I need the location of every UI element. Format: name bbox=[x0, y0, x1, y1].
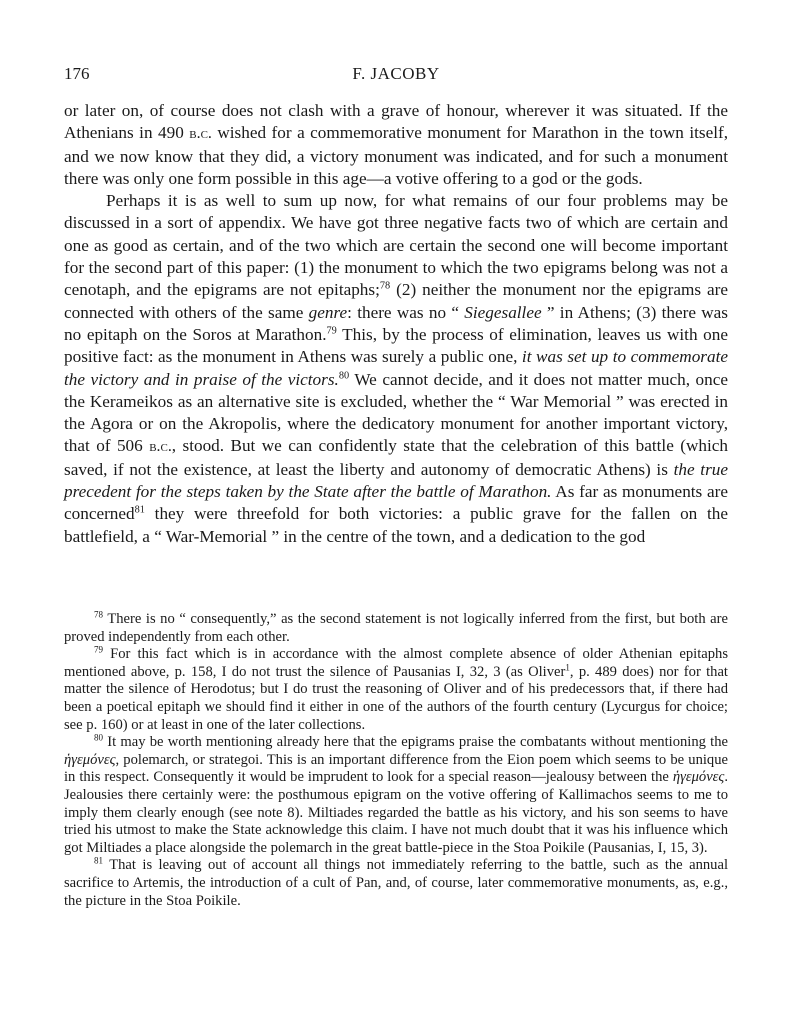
footnote-81: $^{81}$ That is leaving out of account all things not immediately referring to the battle, such as the annual sacrifice to Artemis, the introduction of a cult of Pan, and, of course, later commemorative monuments, as, e.g., the picture in the Stoa Poikile. bbox=[64, 855, 728, 909]
footnote-ref-79[interactable]: 79 bbox=[326, 325, 337, 337]
footnote-ref-81[interactable]: 81 bbox=[134, 504, 145, 516]
paragraph-continued: or later on, of course does not clash with a grave of honour, wherever it was situated. If the Athenians in 490 b.c. wished for a commemorative monument for Marathon in the town itself, and we now know that they did, a victory monument was indicated, and for such a monument there was only one form possible in this age—a votive offering to a god or the gods. bbox=[64, 101, 729, 188]
footnote-79: $^{79}$ For this fact which is in accordance with the almost complete absence of older Athenian epitaphs mentioned above, p. 158, I do not trust the silence of Pausanias I, 32, 3 (as Oliver$^1$, p. 489 does) nor for that matter the silence of Herodotus; but I do trust the reasoning of Oliver and of his predecessors that, if there had been a poetical epitaph we should find it either in one of the authors of the fourth century (Lycurgus for choice; see p. 160) or at least in one of the later collections. bbox=[64, 644, 728, 733]
running-head bbox=[64, 64, 728, 86]
footnotes bbox=[64, 611, 728, 910]
page-number: 176 bbox=[64, 64, 90, 83]
footnote-ref-78[interactable]: 78 bbox=[379, 280, 391, 292]
footnote-80: $^{80}$ It may be worth mentioning already here that the epigrams praise the combatants without mentioning the ἡγεμόνες, polemarch, or strategoi. This is an important difference from the Eion poem which seems to be unique in this respect. Consequently it would be imprudent to look for a special reason—jealousy between the ἡγεμόνες. Jealousies there certainly were: the posthumous epigram on the votive offering of Kallimachos seems to me to imply them clearly enough (see note 8). Miltiades regarded the battle as his victory, and his son seems to have tried his utmost to make the State acknowledge this claim. I have not much doubt that it was his influence which got Miltiades a place alongside the polemarch in the great battle-piece in the Stoa Poikile (Pausanias, I, 15, 3). bbox=[64, 732, 728, 856]
paragraph-summary: Perhaps it is as well to sum up now, for what remains of our four problems may be discussed in a sort of appendix. We have got three negative facts two of which are certain and one as good as certain, and of the two which are certain the second one will become important for the second part of this paper: (1) the monument to which the two epigrams belong was not a cenotaph, and the epigrams are not epitaphs;$^{78}$ (2) neither the monument nor the epigrams are connected with others of the same genre: there was no “ Siegesallee ” in Athens; (3) there was no epitaph on the Soros at Marathon.$^{79}$ This, by the process of elimination, leaves us with one positive fact: as the monument in Athens was surely a public one, it was set up to commemorate the victory and in praise of the victors.$^{80}$ We cannot decide, and it does not matter much, once the Kerameikos as an alternative site is excluded, whether the “ War Memorial ” was erected in the Agora or on the Akropolis, where the dedicatory monument for another important victory, that of 506 b.c., stood. But we can confidently state that the celebration of this battle (which saved, if not the existence, at least the liberty and autonomy of democratic Athens) is the true precedent for the steps taken by the State after the battle of Marathon. As far as monuments are concerned$^{81}$ they were threefold for both victories: a public grave for the fallen on the battlefield, a “ War-Memorial ” in the centre of the town, and a dedication to the god bbox=[64, 191, 729, 546]
footnote-ref-80[interactable]: 80 bbox=[338, 369, 350, 381]
running-head-author: F. JACOBY bbox=[352, 64, 440, 83]
main-text bbox=[64, 100, 728, 548]
footnote-78: $^{78}$ There is no “ consequently,” as the second statement is not logically inferred from the first, but both are proved independently from each other. bbox=[64, 609, 728, 645]
